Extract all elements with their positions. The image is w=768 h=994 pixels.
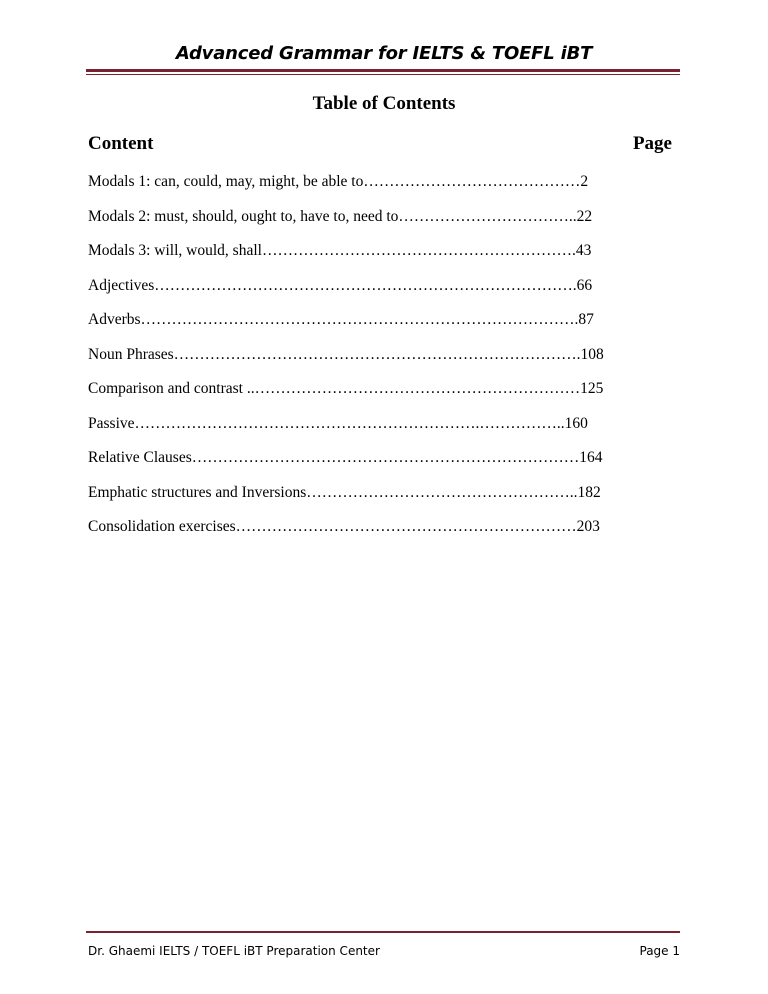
- column-heading-page: Page: [632, 133, 672, 154]
- toc-heading: Table of Contents: [312, 93, 456, 114]
- toc-entry[interactable]: Adjectives……………………………………………………………………….66: [88, 276, 593, 294]
- footer-center-name: Dr. Ghaemi IELTS / TOEFL iBT Preparation Center: [88, 944, 380, 958]
- toc-entry[interactable]: Passive………………………………………………………….……………..160: [88, 414, 588, 432]
- toc-entry[interactable]: Modals 1: can, could, may, might, be able to……………………………………2: [88, 173, 589, 190]
- toc-entry[interactable]: Comparison and contrast ..………………………………………………………125: [88, 380, 604, 397]
- toc-entry[interactable]: Consolidation exercises…………………………………………………………203: [88, 518, 600, 535]
- toc-entry[interactable]: Relative Clauses…………………………………………………………………164: [88, 449, 603, 466]
- header-title: Advanced Grammar for IELTS & TOEFL iBT: [175, 43, 593, 64]
- toc-entry-list: [88, 170, 688, 550]
- page-number: Page 1: [639, 944, 680, 958]
- toc-entry[interactable]: Modals 2: must, should, ought to, have to, need to……………………………..22: [88, 207, 593, 225]
- toc-entry[interactable]: Modals 3: will, would, shall…………………………………………………….43: [88, 242, 592, 259]
- header-rule-thin: [86, 74, 680, 75]
- toc-entry[interactable]: Adverbs………………………………………………………………………….87: [88, 311, 594, 328]
- footer-rule: [86, 931, 680, 933]
- column-heading-content: Content: [88, 133, 154, 154]
- toc-entry[interactable]: Emphatic structures and Inversions……………………………………………..182: [88, 483, 601, 501]
- header-rule: [86, 69, 680, 72]
- toc-entry[interactable]: Noun Phrases…………………………………………………………………….108: [88, 345, 604, 363]
